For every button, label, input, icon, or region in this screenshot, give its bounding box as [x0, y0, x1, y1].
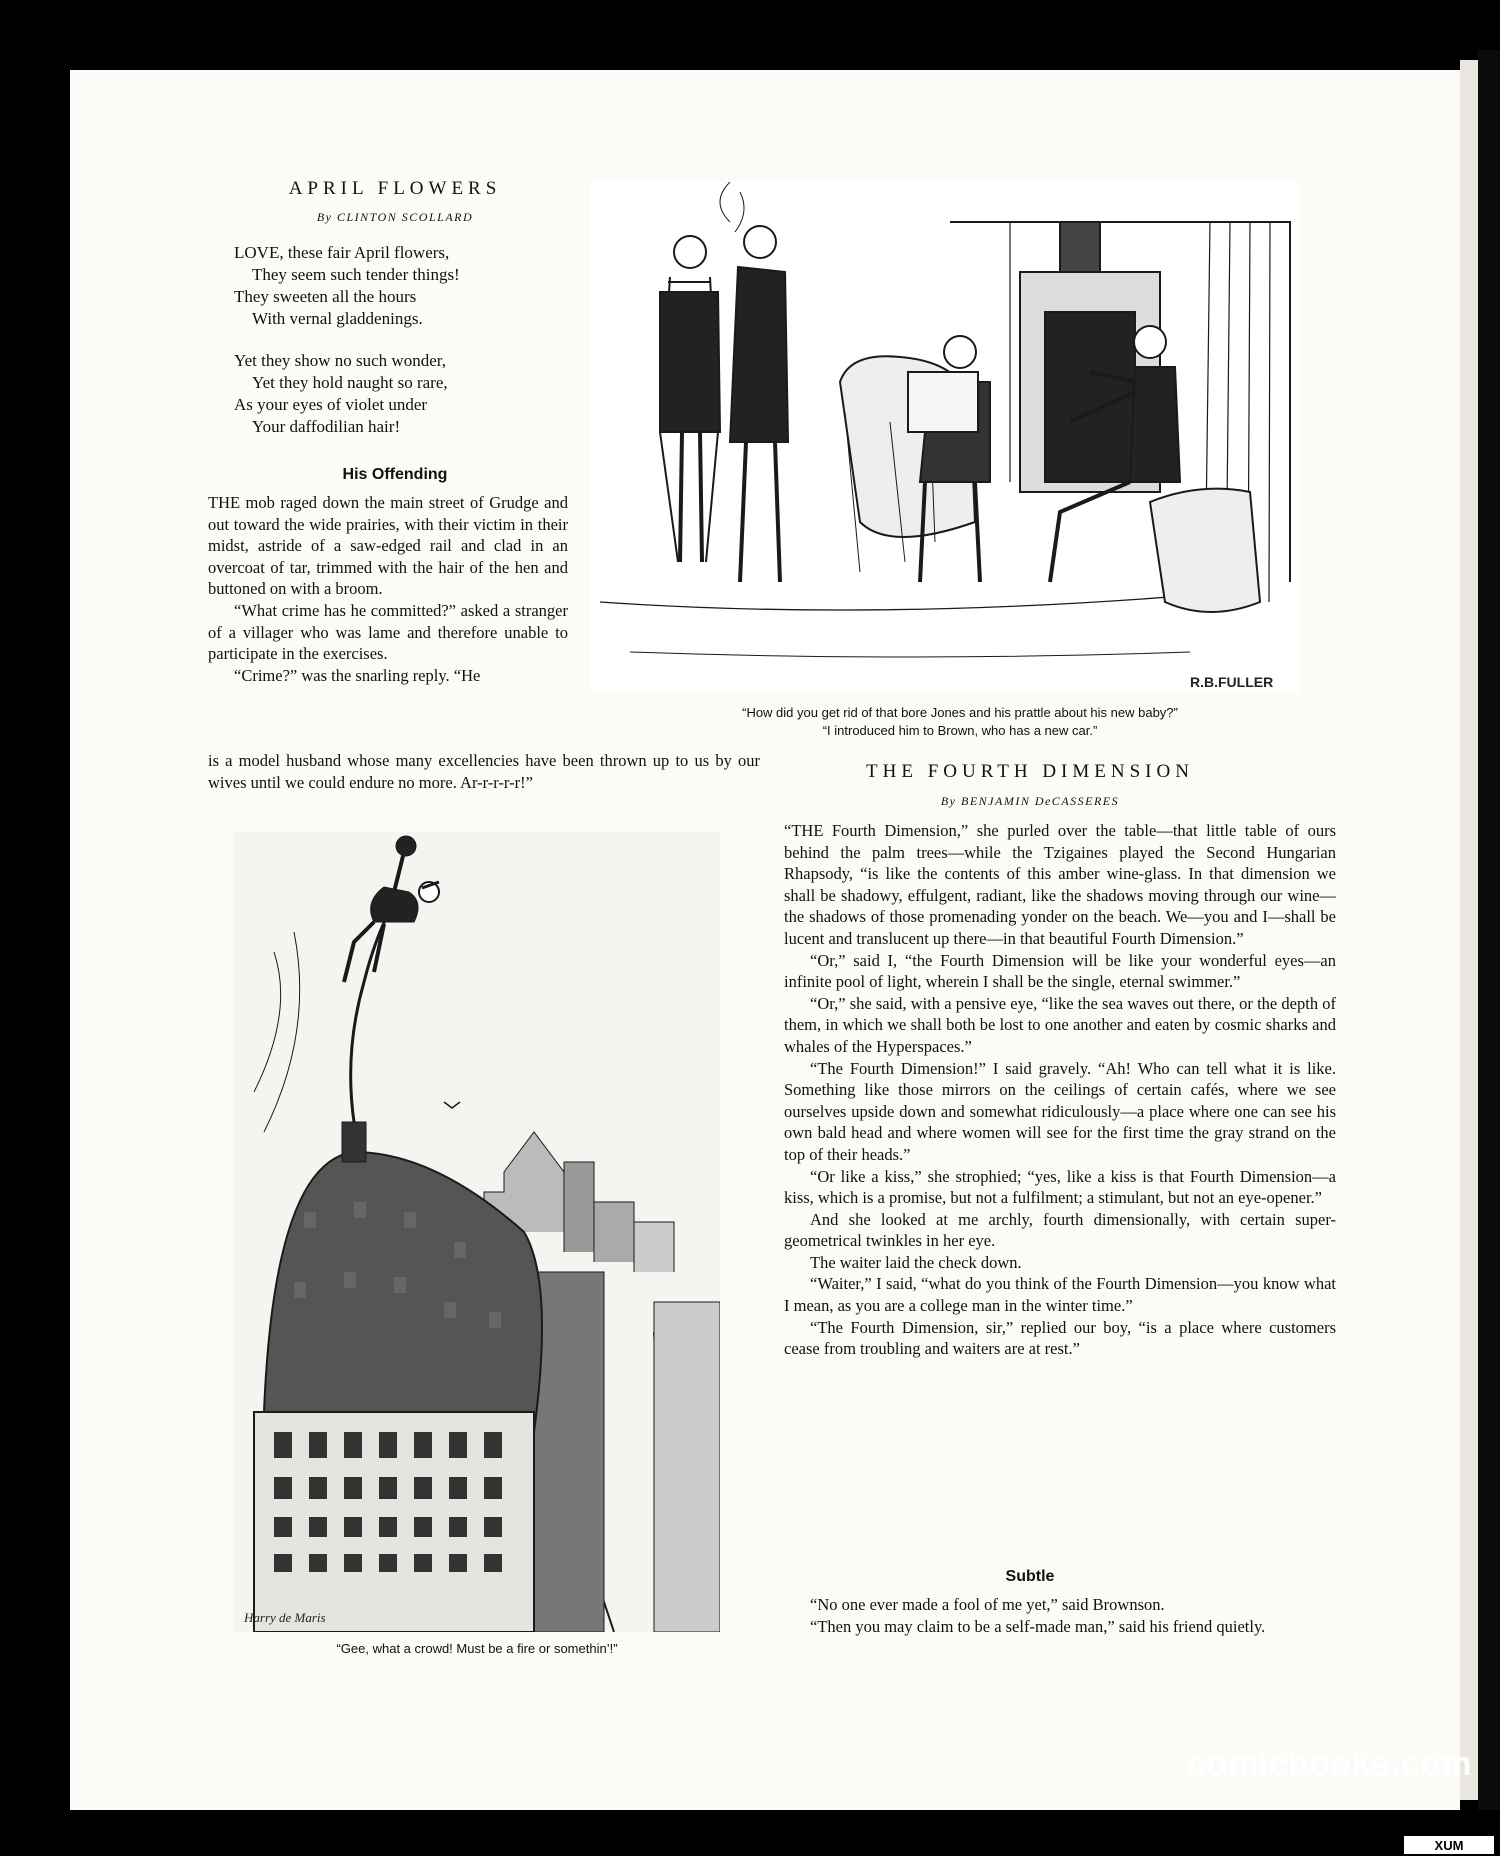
offending-para-1: THE mob raged down the main street of Grudge and out toward the wide prairies, with their victim in their midst, astride of a saw-edged rail and clad in an overcoat of tar, trimmed with the hair of the hen and buttoned on with a broom. — [208, 493, 568, 599]
subtle-para-2: “Then you may claim to be a self-made man,” said his friend quietly. — [810, 1616, 1266, 1636]
poem-stanza-1 — [234, 242, 574, 330]
cartoon1-caption-line-1: “How did you get rid of that bore Jones and his prattle about his new baby?” — [742, 705, 1178, 720]
cartoon2-caption: “Gee, what a crowd! Must be a fire or somethin’!” — [336, 1641, 618, 1656]
fourth-para: “THE Fourth Dimension,” she purled over the table—that little table of ours behind the palm trees—while the Tzigaines played the Second Hungarian Rhapsody, “is like the contents of this amber wine-glass. In that dimension we shall be shadowy, effulgent, radiant, like the shadows moving through our wine—the shadows of those promenading yonder on the beach. We—you and I—shall be lucent and translucent up there—in that beautiful Fourth Dimension.” — [784, 821, 1336, 948]
drawing-room-illustration — [590, 182, 1300, 692]
poem-line: They sweeten all the hours — [234, 287, 417, 306]
cartoon2-signature: Harry de Maris — [244, 1610, 326, 1625]
poem-line: LOVE, these fair April flowers, — [234, 243, 450, 262]
poem-line: With vernal gladdenings. — [252, 309, 423, 328]
subtle-para-1: “No one ever made a fool of me yet,” said Brownson. — [810, 1595, 1165, 1614]
subtle-body — [784, 1594, 1336, 1637]
offending-para-3a: “Crime?” was the snarling reply. “He — [234, 665, 481, 685]
fourth-para: And she looked at me archly, fourth dimensionally, with certain super-geometrical twinkles in her eye. — [784, 1209, 1336, 1251]
fourth-para: “The Fourth Dimension, sir,” replied our boy, “is a place where customers cease from troubling and waiters are at rest.” — [784, 1317, 1336, 1359]
fourth-para: “The Fourth Dimension!” I said gravely. “Ah! Who can tell what it is like. Something like those mirrors on the ceilings of certain cafés, where we see ourselves upside down and somewhat ridiculously—a place where one can see his own bald head and where women will see for the first time the gray strand on the top of their heads.” — [784, 1058, 1336, 1164]
corner-tag: XUM — [1404, 1836, 1494, 1854]
poem-byline: By CLINTON SCOLLARD — [316, 210, 474, 224]
fourth-para: “Waiter,” I said, “what do you think of the Fourth Dimension—you know what I mean, as you are a college man in the winter time.” — [784, 1274, 1336, 1316]
cartoon1-caption — [660, 704, 1260, 740]
watermark: comicbooks.com — [1187, 1745, 1472, 1783]
offending-body — [208, 492, 568, 686]
skyscraper-illustration — [234, 832, 720, 1632]
cartoon1-caption-line-2: “I introduced him to Brown, who has a new car.” — [822, 723, 1098, 738]
cartoon1-signature: R.B.FULLER — [1190, 674, 1274, 690]
poem-line: Yet they hold naught so rare, — [252, 373, 448, 392]
next-page-edge — [1478, 50, 1500, 1810]
subtle-title: Subtle — [1005, 1568, 1055, 1585]
poem-line: Yet they show no such wonder, — [234, 351, 446, 370]
fourth-body — [784, 820, 1336, 1360]
offending-title: His Offending — [342, 466, 448, 483]
offending-para-3b: is a model husband whose many excellencies have been thrown up to us by our wives until we could endure no more. Ar-r-r-r-r!” — [208, 751, 760, 792]
fourth-para: “Or,” said I, “the Fourth Dimension will be like your wonderful eyes—an infinite pool of light, wherein I shall be the single, eternal swimmer.” — [784, 950, 1336, 992]
offending-para-2: “What crime has he committed?” asked a stranger of a villager who was lame and therefore unable to participate in the exercises. — [208, 600, 568, 664]
fourth-para: “Or like a kiss,” she strophied; “yes, like a kiss is that Fourth Dimension—a kiss, which is a promise, but not a fulfilment; a stimulant, but not an eye-opener.” — [784, 1166, 1336, 1208]
cartoon-skyscraper — [234, 832, 720, 1632]
fourth-para: The waiter laid the check down. — [810, 1252, 1022, 1272]
poem-line: As your eyes of violet under — [234, 395, 428, 414]
fourth-byline: By BENJAMIN DeCASSERES — [940, 794, 1120, 808]
poem-stanza-2 — [234, 350, 574, 438]
fourth-para: “Or,” she said, with a pensive eye, “like the sea waves out there, or the depth of them, in which we shall both be lost to one another and eaten by cosmic sharks and whales of the Hyperspaces.” — [784, 993, 1336, 1056]
cartoon-drawing-room — [590, 182, 1300, 692]
poem-title: APRIL FLOWERS — [288, 178, 502, 199]
poem-line: They seem such tender things! — [252, 265, 460, 284]
poem-line: Your daffodilian hair! — [252, 417, 401, 436]
fourth-title: THE FOURTH DIMENSION — [866, 761, 1194, 782]
